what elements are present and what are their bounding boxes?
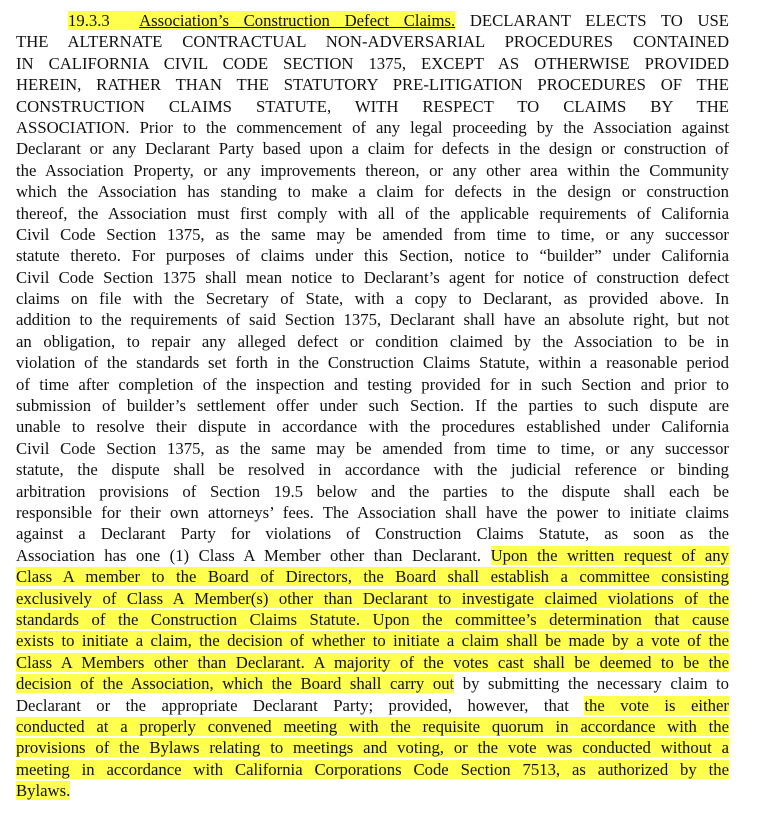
text-line	[16, 138, 729, 159]
text-line	[16, 459, 729, 480]
text-line	[16, 438, 729, 459]
body-text-run: an obligation, to repair any alleged defect or condition claimed by the Association to be in	[16, 331, 729, 351]
text-line	[16, 309, 729, 330]
text-line	[16, 523, 729, 544]
body-text-run: unable to resolve their dispute in accordance with the procedures established under California	[16, 417, 729, 437]
text-line	[16, 545, 729, 566]
body-text-run: statute, the dispute shall be resolved in accordance with the judicial reference or binding	[16, 460, 729, 480]
highlighted-text: meeting in accordance with California Corporations Code Section 7513, as authorized by the	[16, 759, 729, 779]
highlighted-text: Class A member to the Board of Directors, the Board shall establish a committee consisting	[16, 567, 729, 587]
text-line	[16, 160, 729, 181]
body-text-run: addition to the requirements of said Section 1375, Declarant shall have an absolute right, but not	[16, 310, 729, 330]
text-line	[16, 759, 729, 780]
section-heading-line	[16, 10, 729, 31]
text-line	[16, 245, 729, 266]
body-text-run: CONSTRUCTION CLAIMS STATUTE, WITH RESPECT TO CLAIMS BY THE	[16, 96, 729, 116]
body-text-run: arbitration provisions of Section 19.5 below and the parties to the dispute shall each be	[16, 481, 729, 501]
text-line	[16, 737, 729, 758]
body-text-run: by submitting the necessary claim to	[454, 674, 729, 694]
text-line	[16, 267, 729, 288]
section-body	[16, 10, 729, 801]
text-line	[16, 652, 729, 673]
document-page	[16, 10, 729, 801]
highlighted-text: conducted at a properly convened meeting with the requisite quorum in accordance with the	[16, 716, 729, 736]
body-text-run: statute thereto. For purposes of claims under this Section, notice to “builder” under California	[16, 246, 729, 266]
text-line	[16, 31, 729, 52]
text-line	[16, 588, 729, 609]
text-line	[16, 96, 729, 117]
text-line	[16, 181, 729, 202]
text-line	[16, 395, 729, 416]
body-text-run: submission of builder’s settlement offer under such Section. If the parties to such dispute are	[16, 396, 729, 416]
text-line	[16, 117, 729, 138]
text-line	[16, 609, 729, 630]
text-line	[16, 331, 729, 352]
text-line	[16, 416, 729, 437]
highlighted-text: exclusively of Class A Member(s) other than Declarant to investigate claimed violations of the	[16, 588, 729, 608]
text-line	[16, 780, 729, 801]
highlighted-text: Upon the written request of any	[490, 545, 729, 565]
body-text-run: IN CALIFORNIA CIVIL CODE SECTION 1375, EXCEPT AS OTHERWISE PROVIDED	[16, 53, 729, 73]
highlighted-text: decision of the Association, which the Board shall carry out	[16, 674, 455, 694]
text-line	[16, 716, 729, 737]
section-number: 19.3.3	[68, 11, 110, 30]
text-line	[16, 695, 729, 716]
highlighted-text: exists to initiate a claim, the decision of whether to initiate a claim shall be made by a vote of the	[16, 631, 729, 651]
body-text-run: Civil Code Section 1375, as the same may be amended from time to time, or any successor	[16, 224, 729, 244]
body-text-run: responsible for their own attorneys’ fees. The Association shall have the power to initiate claims	[16, 502, 729, 522]
body-text-run: HEREIN, RATHER THAN THE STATUTORY PRE-LITIGATION PROCEDURES OF THE	[16, 75, 729, 95]
body-text-run: violation of the standards set forth in the Construction Claims Statute, within a reasonable period	[16, 353, 729, 373]
body-text-run: Declarant or the appropriate Declarant Party; provided, however, that	[16, 695, 585, 715]
body-text-run: ASSOCIATION. Prior to the commencement of any legal proceeding by the Association against	[16, 117, 729, 137]
text-line	[16, 630, 729, 651]
highlighted-text: standards of the Construction Claims Statute. Upon the committee’s determination that cause	[16, 609, 729, 629]
text-line	[16, 352, 729, 373]
highlighted-text: Bylaws.	[16, 781, 71, 801]
body-text-run: DECLARANT ELECTS TO USE	[455, 11, 729, 30]
text-line	[16, 374, 729, 395]
text-line	[16, 673, 729, 694]
body-text-run: claims on file with the Secretary of State, with a copy to Declarant, as provided above. In	[16, 289, 729, 309]
body-text-run: which the Association has standing to make a claim for defects in the design or construction	[16, 182, 729, 202]
body-text-run: Declarant or any Declarant Party based upon a claim for defects in the design or construction of	[16, 139, 729, 159]
body-text-run: THE ALTERNATE CONTRACTUAL NON-ADVERSARIAL PROCEDURES CONTAINED	[16, 32, 729, 52]
body-text-run: Civil Code Section 1375 shall mean notice to Declarant’s agent for notice of construction defect	[16, 267, 729, 287]
body-text-run: Civil Code Section 1375, as the same may be amended from time to time, or any successor	[16, 438, 729, 458]
body-text-run: of time after completion of the inspection and testing provided for in such Section and prior to	[16, 374, 729, 394]
text-line	[16, 288, 729, 309]
section-title: Association’s Construction Defect Claims.	[139, 11, 456, 30]
section-heading-highlight	[68, 11, 455, 30]
highlighted-text: Class A Members other than Declarant. A majority of the votes cast shall be deemed to be the	[16, 652, 729, 672]
body-text-run: thereof, the Association must first comply with all of the applicable requirements of California	[16, 203, 729, 223]
text-line	[16, 566, 729, 587]
text-line	[16, 502, 729, 523]
highlighted-text: the vote is either	[584, 695, 729, 715]
text-line	[16, 203, 729, 224]
text-line	[16, 53, 729, 74]
text-line	[16, 481, 729, 502]
body-text-run: the Association Property, or any improvements thereon, or any other area within the Community	[16, 160, 729, 180]
body-text-run: Association has one (1) Class A Member other than Declarant.	[16, 545, 491, 565]
body-text-run: against a Declarant Party for violations of Construction Claims Statute, as soon as the	[16, 524, 729, 544]
highlighted-text: provisions of the Bylaws relating to meetings and voting, or the vote was conducted without a	[16, 738, 729, 758]
text-line	[16, 224, 729, 245]
text-line	[16, 74, 729, 95]
